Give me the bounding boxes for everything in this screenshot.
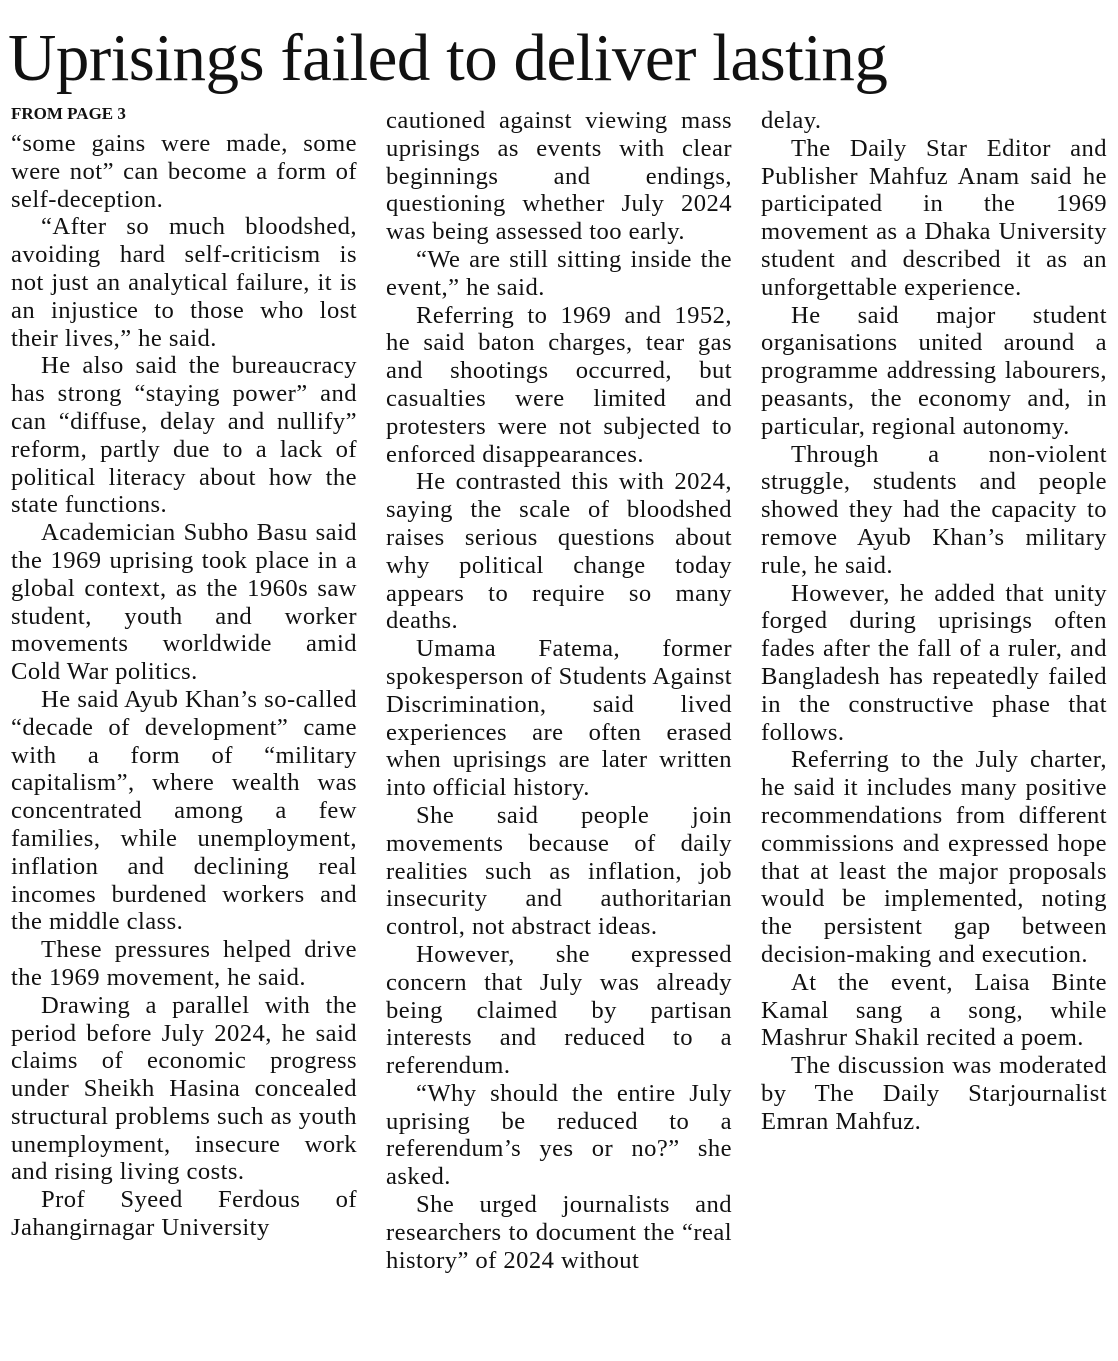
paragraph: She said people join movements because of daily realities such as inflation, job insecurity and authoritarian control, not abstract ideas. [386, 801, 732, 941]
article-column-2 [386, 107, 732, 1274]
paragraph: Drawing a parallel with the period before July 2024, he said claims of economic progress under Sheikh Hasina concealed structural problems such as youth unemployment, insecure work and rising living costs. [11, 991, 357, 1186]
paragraph: The discussion was moderated by The Daily Starjournalist Emran Mahfuz. [761, 1052, 1107, 1135]
paragraph: He also said the bureaucracy has strong “staying power” and can “diffuse, delay and nullify” reform, partly due to a lack of political literacy about how the state functions. [11, 352, 357, 519]
paragraph: “After so much bloodshed, avoiding hard self-criticism is not just an analytical failure, it is an injustice to those who lost their lives,” he said. [11, 213, 357, 352]
paragraph: delay. [761, 107, 822, 134]
kicker-from-page-3: FROM PAGE 3 [11, 104, 126, 123]
paragraph: Through a non-violent struggle, students and people showed they had the capacity to remove Ayub Khan’s military rule, he said. [761, 440, 1107, 579]
paragraph: “some gains were made, some were not” can become a form of self-deception. [11, 130, 357, 213]
paragraph: The Daily Star Editor and Publisher Mahfuz Anam said he participated in the 1969 movement as a Dhaka University student and described it as an unforgettable experience. [761, 134, 1107, 301]
paragraph: He said Ayub Khan’s so-called “decade of development” came with a form of “military capitalism”, where wealth was concentrated among a few families, while unemployment, inflation and declining real incomes burdened workers and the middle class. [11, 685, 357, 936]
paragraph: Prof Syeed Ferdous of Jahangirnagar University [11, 1186, 357, 1242]
paragraph: “We are still sitting inside the event,” he said. [386, 245, 732, 301]
paragraph: However, she expressed concern that July was already being claimed by partisan interests and reduced to a referendum. [386, 940, 732, 1080]
paragraph: Umama Fatema, former spokesperson of Students Against Discrimination, said lived experiences are often erased when uprisings are later written into official history. [386, 635, 732, 802]
paragraph: At the event, Laisa Binte Kamal sang a song, while Mashrur Shakil recited a poem. [761, 968, 1107, 1052]
paragraph: Academician Subho Basu said the 1969 uprising took place in a global context, as the 1960s saw student, youth and worker movements worldwide amid Cold War politics. [11, 519, 357, 686]
paragraph: Referring to 1969 and 1952, he said baton charges, tear gas and shootings occurred, but casualties were limited and protesters were not subjected to enforced disappearances. [386, 301, 732, 468]
paragraph: cautioned against viewing mass uprisings as events with clear beginnings and endings, questioning whether July 2024 was being assessed too early. [386, 107, 732, 246]
article-column-3 [761, 107, 1107, 1135]
paragraph: These pressures helped drive the 1969 movement, he said. [11, 936, 357, 991]
paragraph: He contrasted this with 2024, saying the scale of bloodshed raises serious questions about why political change today appears to require so many deaths. [386, 468, 732, 635]
paragraph: Referring to the July charter, he said it includes many positive recommendations from different commissions and expressed hope that at least the major proposals would be implemented, noting the persistent gap between decision-making and execution. [761, 746, 1107, 968]
paragraph: She urged journalists and researchers to document the “real history” of 2024 without [386, 1191, 732, 1274]
paragraph: He said major student organisations united around a programme addressing labourers, peasants, the economy and, in particular, regional autonomy. [761, 301, 1107, 440]
paragraph: However, he added that unity forged during uprisings often fades after the fall of a ruler, and Bangladesh has repeatedly failed in the constructive phase that follows. [761, 579, 1107, 746]
paragraph: “Why should the entire July uprising be reduced to a referendum’s yes or no?” she asked. [386, 1079, 732, 1191]
headline: Uprisings failed to deliver lasting [8, 21, 888, 95]
article-column-1 [11, 130, 357, 1242]
